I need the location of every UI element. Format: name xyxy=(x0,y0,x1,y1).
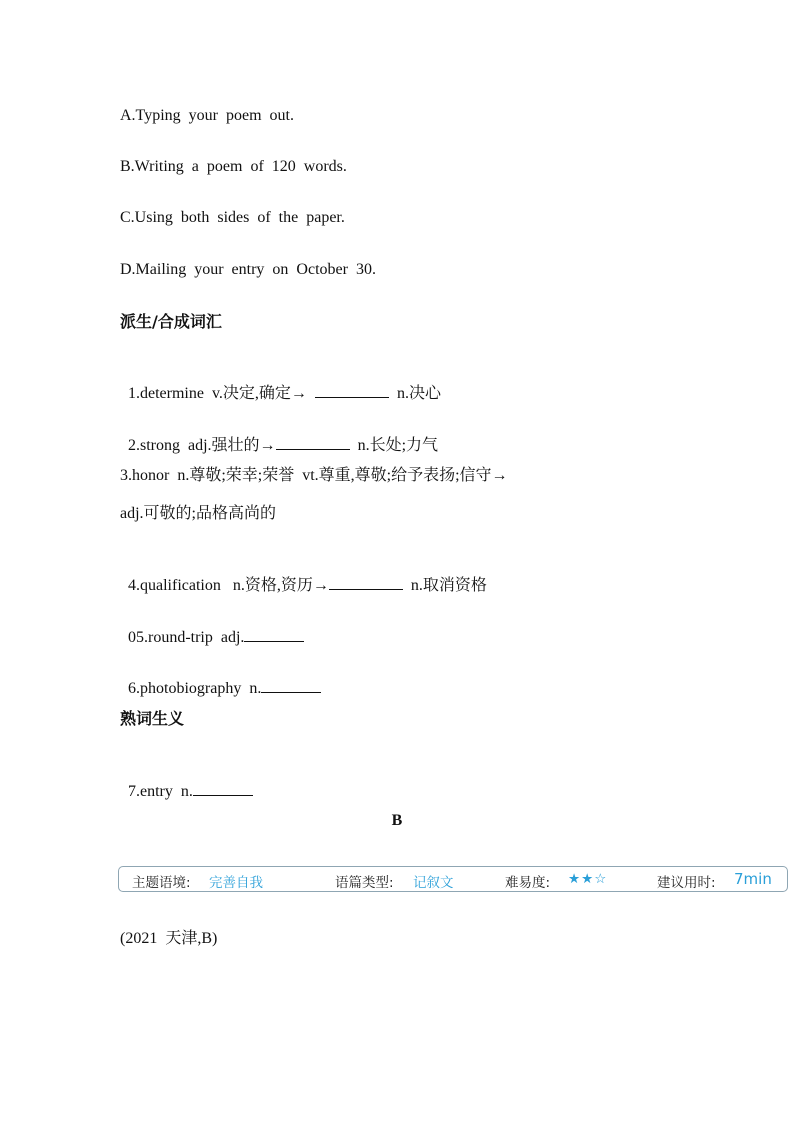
passage-letter: B xyxy=(391,812,403,829)
section-heading-new-meanings: 熟词生义 xyxy=(120,709,185,728)
type-label: 语篇类型: xyxy=(335,875,394,891)
vocab-item-2-meaning: n.长处;力气 xyxy=(349,437,439,454)
theme-label: 主题语境: xyxy=(132,875,191,891)
vocab-item-1-meaning: n.决心 xyxy=(388,385,441,402)
vocab-item-6 xyxy=(120,658,321,699)
answer-blank[interactable] xyxy=(244,627,304,642)
vocab-item-4-text: 4.qualification n.资格,资历→ xyxy=(128,577,329,594)
answer-blank[interactable] xyxy=(329,575,403,590)
vocab-item-5 xyxy=(120,607,304,648)
option-a: A.Typing your poem out. xyxy=(120,107,294,124)
difficulty-label: 难易度: xyxy=(505,875,551,891)
vocab-item-4-meaning: n.取消资格 xyxy=(402,577,487,594)
vocab-item-2-text: 2.strong adj.强壮的→ xyxy=(128,437,276,454)
vocab-item-7-text: 7.entry n. xyxy=(128,783,193,800)
vocab-item-5-text: 05.round-trip adj. xyxy=(128,629,245,646)
answer-blank[interactable] xyxy=(261,678,321,693)
time-label: 建议用时: xyxy=(657,875,716,891)
time-value: 7min xyxy=(734,870,772,888)
type-value: 记叙文 xyxy=(413,875,454,891)
section-heading-derivatives: 派生/合成词汇 xyxy=(120,312,222,331)
vocab-item-1 xyxy=(120,363,441,404)
option-d: D.Mailing your entry on October 30. xyxy=(120,261,376,278)
vocab-item-3: 3.honor n.尊敬;荣幸;荣誉 vt.尊重,尊敬;给予表扬;信守→ xyxy=(120,467,508,484)
option-b: B.Writing a poem of 120 words. xyxy=(120,158,347,175)
vocab-item-3-cont: adj.可敬的;品格高尚的 xyxy=(120,505,276,522)
answer-blank[interactable] xyxy=(193,781,253,796)
vocab-item-6-text: 6.photobiography n. xyxy=(128,680,262,697)
answer-blank[interactable] xyxy=(276,435,350,450)
source-citation: (2021 天津,B) xyxy=(120,930,218,947)
vocab-item-2 xyxy=(120,415,438,456)
difficulty-stars: ★★☆ xyxy=(568,871,608,887)
vocab-item-4 xyxy=(120,555,487,596)
vocab-item-1-text: 1.determine v.决定,确定→ xyxy=(128,385,315,402)
theme-value: 完善自我 xyxy=(209,875,263,891)
passage-info-bar xyxy=(118,866,788,892)
option-c: C.Using both sides of the paper. xyxy=(120,209,345,226)
vocab-item-7 xyxy=(120,761,253,802)
answer-blank[interactable] xyxy=(315,383,389,398)
